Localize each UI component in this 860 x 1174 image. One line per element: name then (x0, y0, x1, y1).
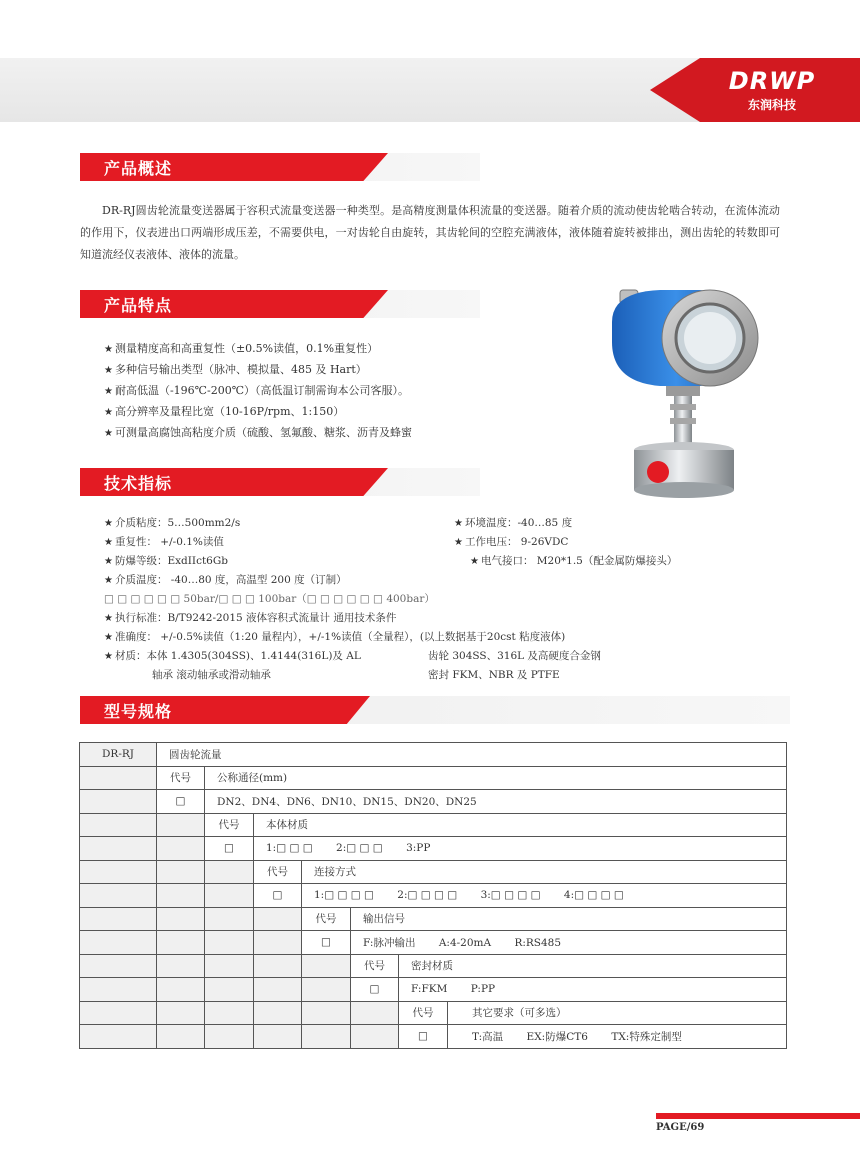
option-checkbox[interactable]: □ (351, 978, 399, 1002)
code-label: 代号 (302, 907, 351, 931)
spec-repeatability: ★ 重复性： +/-0.1%读值 (104, 534, 224, 551)
option: 3:□ □ □ □ (480, 889, 541, 902)
option: 2:□ □ □ □ (397, 889, 458, 902)
table-row (80, 884, 787, 908)
spec-accuracy: ★ 准确度： +/-0.5%读值（1:20 量程内），+/-1%读值（全量程），(以上数据基于20cst 粘度液体) (104, 629, 565, 646)
option: TX:特殊定制型 (611, 1030, 682, 1043)
row-options (399, 978, 787, 1002)
table-row (80, 1025, 787, 1049)
feature-item: ★ 多种信号输出类型（脉冲、模拟量、485 及 Hart） (104, 359, 412, 380)
spec-bearing: 轴承 滚动轴承或滑动轴承 (152, 669, 271, 681)
row-options (448, 1025, 787, 1049)
row-options (302, 884, 787, 908)
footer-red-bar (656, 1113, 860, 1119)
table-row (80, 860, 787, 884)
spec-material: ★ 材质：本体 1.4305(304SS)、1.4144(316L)及 AL (104, 648, 361, 665)
overview-paragraph: DR-RJ圆齿轮流量变送器属于容积式流量变送器一种类型。是高精度测量体积流量的变送器。随着介质的流动使齿轮啮合转动，在流体流动的作用下，仪表进出口两端形成压差，不需要供电，一对齿轮自由旋转，其齿轮间的空腔充满液体，液体随着旋转被排出，测出齿轮的转数即可知道流经仪表液体、液体的流量。 (80, 204, 780, 261)
spec-viscosity: ★ 介质粘度：5…500mm2/s (104, 515, 240, 532)
option: R:RS485 (514, 936, 562, 949)
model-name-cell: 圆齿轮流量 (157, 743, 787, 767)
page-number: PAGE/69 (656, 1122, 705, 1133)
code-label: 代号 (205, 813, 254, 837)
code-label: 代号 (254, 860, 302, 884)
row-title: 其它要求（可多选） (448, 1001, 787, 1025)
option: 3:PP (406, 842, 431, 855)
model-spec-table (79, 742, 787, 1049)
spec-electrical: ★ 电气接口： M20*1.5（配金属防爆接头） (470, 553, 677, 570)
table-row (80, 837, 787, 861)
row-options: DN2、DN4、DN6、DN10、DN15、DN20、DN25 (205, 790, 787, 814)
model-code-cell: DR-RJ (80, 743, 157, 767)
option-checkbox[interactable]: □ (399, 1025, 448, 1049)
option-checkbox[interactable]: □ (254, 884, 302, 908)
table-row (80, 1001, 787, 1025)
option: F:脉冲输出 (363, 936, 416, 949)
section-title: 产品特点 (104, 296, 173, 315)
feature-item: ★ 测量精度高和高重复性（±0.5%读值，0.1%重复性） (104, 338, 412, 359)
row-title: 本体材质 (254, 813, 787, 837)
feature-item: ★ 高分辨率及量程比宽（10-16P/rpm、1:150） (104, 401, 412, 422)
section-title: 产品概述 (104, 159, 173, 178)
option: F:FKM (411, 983, 448, 996)
table-row (80, 954, 787, 978)
spec-seal: 密封 FKM、NBR 及 PTFE (428, 669, 560, 681)
code-label: 代号 (157, 766, 205, 790)
section-header-overview (80, 153, 480, 181)
row-options (254, 837, 787, 861)
table-row (80, 766, 787, 790)
logo-wordmark: DRWP (728, 67, 816, 95)
row-title: 公称通径(mm) (205, 766, 787, 790)
spec-gear-material: 齿轮 304SS、316L 及高硬度合金钢 (428, 650, 601, 662)
option: T:高温 (472, 1030, 504, 1043)
section-header-specs (80, 468, 480, 496)
spec-ambient-temp: ★ 环境温度：-40…85 度 (454, 515, 572, 532)
option: EX:防爆CT6 (526, 1030, 588, 1043)
table-row (80, 743, 787, 767)
table-row (80, 931, 787, 955)
option: 2:□ □ □ (336, 842, 383, 855)
option-checkbox[interactable]: □ (157, 790, 205, 814)
row-title: 密封材质 (399, 954, 787, 978)
spec-voltage: ★ 工作电压： 9-26VDC (454, 534, 568, 551)
table-row (80, 978, 787, 1002)
section-header-model (80, 696, 790, 724)
feature-item: ★ 可测量高腐蚀高粘度介质（硫酸、氢氟酸、糖浆、沥青及蜂蜜 (104, 422, 412, 443)
spec-explosion-class: ★ 防爆等级：ExdIIct6Gb (104, 553, 228, 570)
table-row (80, 790, 787, 814)
table-row (80, 907, 787, 931)
row-title: 输出信号 (351, 907, 787, 931)
option-checkbox[interactable]: □ (302, 931, 351, 955)
option-checkbox[interactable]: □ (205, 837, 254, 861)
section-title: 型号规格 (104, 702, 173, 721)
option: A:4-20mA (438, 936, 492, 949)
row-options (351, 931, 787, 955)
option: 1:□ □ □ (266, 842, 313, 855)
feature-item: ★ 耐高低温（-196℃-200℃）（高低温订制需询本公司客服）。 (104, 380, 412, 401)
option: P:PP (470, 983, 496, 996)
option: 1:□ □ □ □ (314, 889, 374, 902)
logo-company-name: 东润科技 (747, 98, 796, 112)
option: 4:□ □ □ □ (563, 889, 624, 902)
spec-standard: ★ 执行标准：B/T9242-2015 液体容积式流量计 通用技术条件 (104, 610, 396, 627)
spec-medium-temp: ★ 介质温度： -40…80 度，高温型 200 度（订制） (104, 572, 347, 589)
code-label: 代号 (351, 954, 399, 978)
brand-logo (650, 58, 860, 122)
section-header-features (80, 290, 480, 318)
code-label: 代号 (399, 1001, 448, 1025)
feature-list (104, 338, 412, 443)
spec-pressure: □ □ □ □ □ □ 50bar/□ □ □ 100bar（□ □ □ □ □ □ 400bar） (104, 593, 435, 605)
product-photo (590, 282, 780, 502)
table-row (80, 813, 787, 837)
row-title: 连接方式 (302, 860, 787, 884)
section-title: 技术指标 (104, 474, 173, 493)
